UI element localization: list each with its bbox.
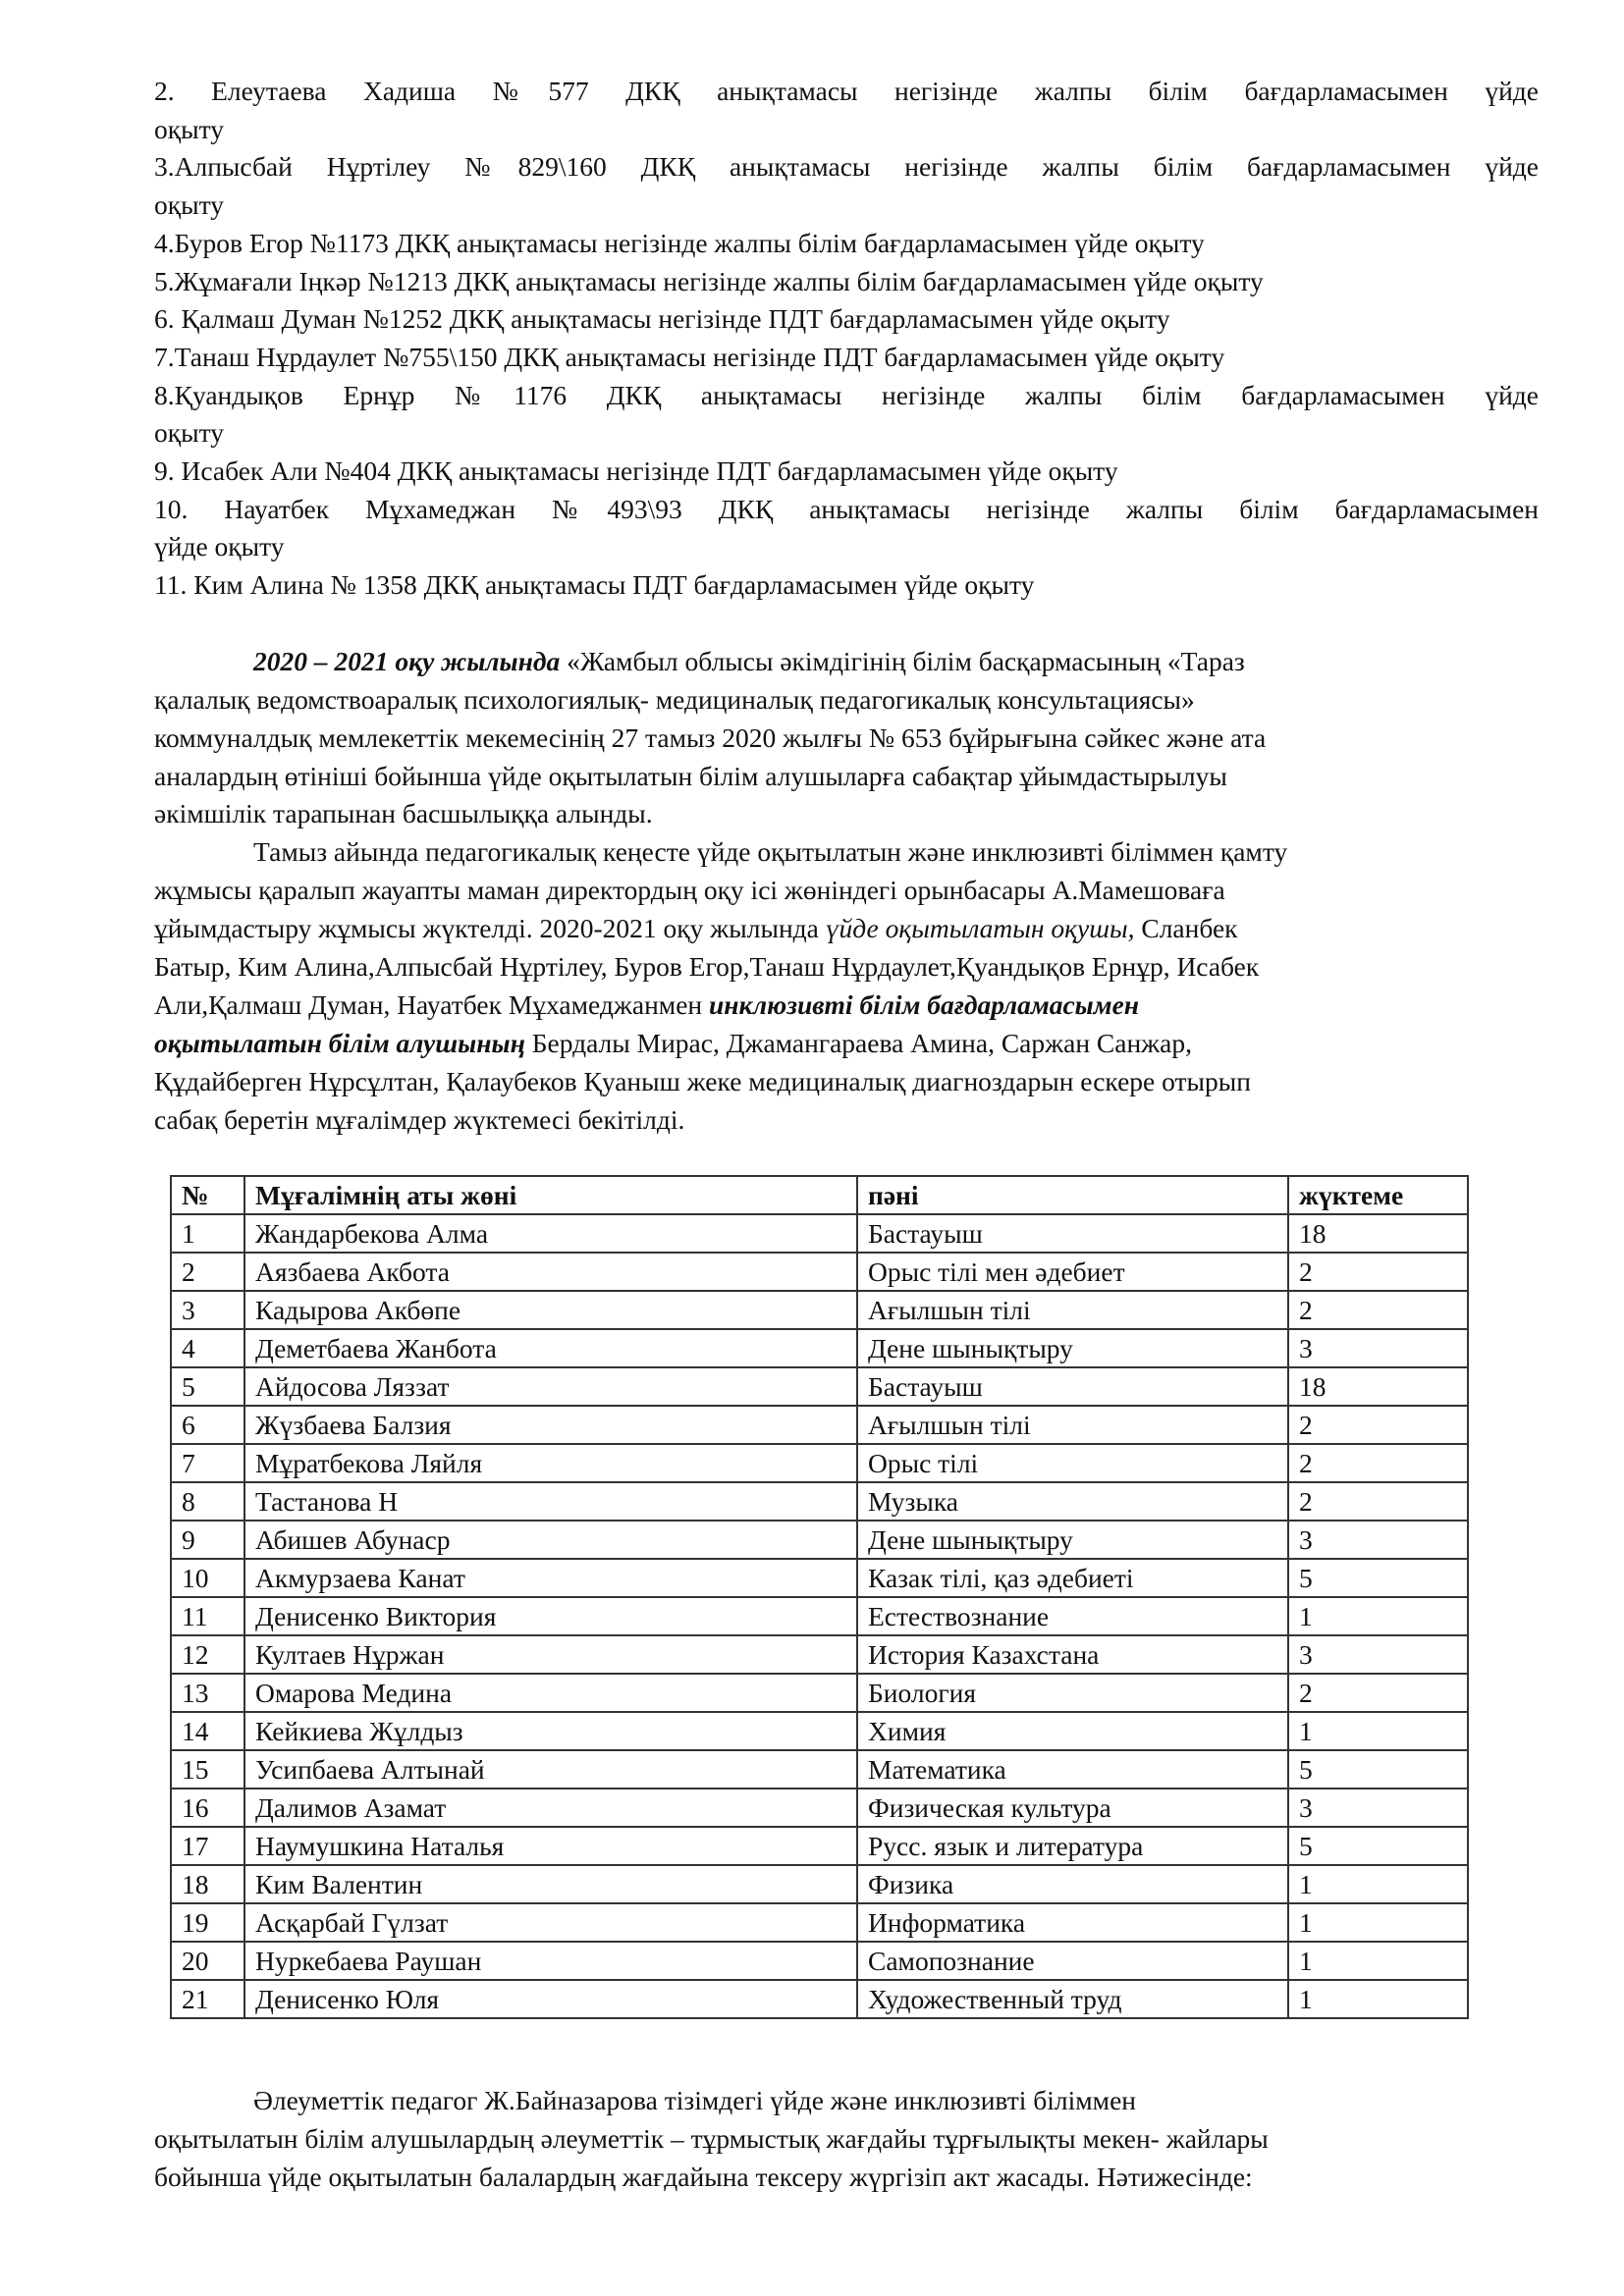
cell-subject: Бастауыш bbox=[857, 1367, 1288, 1406]
cell-load: 3 bbox=[1288, 1635, 1468, 1674]
cell-subject: Биология bbox=[857, 1674, 1288, 1712]
table-row bbox=[171, 1635, 1468, 1674]
header-teacher-name: Мұғалімнің аты жөні bbox=[244, 1176, 857, 1214]
cell-load: 2 bbox=[1288, 1406, 1468, 1444]
cell-teacher-name: Усипбаева Алтынай bbox=[244, 1750, 857, 1789]
school-year-heading: 2020 – 2021 оқу жылында bbox=[253, 645, 561, 676]
cell-subject: Русс. язык и литература bbox=[857, 1827, 1288, 1865]
cell-number: 6 bbox=[171, 1406, 244, 1444]
cell-subject: Казак тілі, қаз әдебиеті bbox=[857, 1559, 1288, 1597]
table-body bbox=[171, 1214, 1468, 2018]
cell-subject: Художественный труд bbox=[857, 1980, 1288, 2018]
cell-number: 15 bbox=[171, 1750, 244, 1789]
cell-number: 8 bbox=[171, 1482, 244, 1521]
table-row bbox=[171, 1367, 1468, 1406]
header-subject: пәні bbox=[857, 1176, 1288, 1214]
paragraph-pedagogical-council: Тамыз айында педагогикалық кеңесте үйде оқытылатын және инклюзивті біліммен қамту жұмысы қаралып жауапты маман директордың оқу ісі жөніндегі орынбасары А.Мамешоваға ұйымдастыру жұмысы жүктелді. 2020-2021 оқу жылында үйде оқытылатын оқушы, Сланбек Батыр, Ким Алина,Алпысбай Нұртілеу, Буров Егор,Танаш Нұрдаулет,Қуандықов Ернұр, Исабек Али,Қалмаш Думан, Науатбек Мұхамеджанмен инклюзивті білім бағдарламасымен оқытылатын білім алушының Бердалы Мирас, Джамангараева Амина, Саржан Санжар, Құдайберген Нұрсұлтан, Қалаубеков Қуаныш жеке медициналық диагноздарын ескере отырып сабақ беретін мұғалімдер жүктемесі бекітілді. bbox=[154, 836, 1288, 1135]
list-item: 2. Елеутаева Хадиша №577 ДКҚ анықтамасы негізінде жалпы білім бағдарламасымен үйде bbox=[154, 76, 1539, 106]
cell-load: 1 bbox=[1288, 1980, 1468, 2018]
cell-number: 21 bbox=[171, 1980, 244, 2018]
cell-number: 3 bbox=[171, 1291, 244, 1329]
cell-number: 5 bbox=[171, 1367, 244, 1406]
table-row bbox=[171, 1865, 1468, 1903]
table-row bbox=[171, 1329, 1468, 1367]
cell-load: 1 bbox=[1288, 1865, 1468, 1903]
table-header-row bbox=[171, 1176, 1468, 1214]
cell-teacher-name: Култаев Нұржан bbox=[244, 1635, 857, 1674]
cell-number: 13 bbox=[171, 1674, 244, 1712]
list-item: 6. Қалмаш Думан №1252 ДКҚ анықтамасы негізінде ПДТ бағдарламасымен үйде оқыту bbox=[154, 303, 1170, 335]
cell-teacher-name: Денисенко Виктория bbox=[244, 1597, 857, 1635]
cell-teacher-name: Кейкиева Жұлдыз bbox=[244, 1712, 857, 1750]
cell-number: 14 bbox=[171, 1712, 244, 1750]
cell-subject: Орыс тілі bbox=[857, 1444, 1288, 1482]
table-row bbox=[171, 1559, 1468, 1597]
cell-teacher-name: Тастанова Н bbox=[244, 1482, 857, 1521]
header-load: жүктеме bbox=[1288, 1176, 1468, 1214]
cell-load: 18 bbox=[1288, 1367, 1468, 1406]
cell-teacher-name: Далимов Азамат bbox=[244, 1789, 857, 1827]
cell-number: 9 bbox=[171, 1521, 244, 1559]
table-row bbox=[171, 1214, 1468, 1253]
cell-load: 1 bbox=[1288, 1597, 1468, 1635]
cell-subject: Естествознание bbox=[857, 1597, 1288, 1635]
cell-number: 19 bbox=[171, 1903, 244, 1942]
cell-teacher-name: Абишев Абунаср bbox=[244, 1521, 857, 1559]
document-page bbox=[154, 73, 1539, 1140]
cell-subject: Музыка bbox=[857, 1482, 1288, 1521]
bold-italic-phrase: инклюзивті білім бағдарламасымен bbox=[709, 989, 1140, 1020]
list-item-continuation: оқыту bbox=[154, 417, 224, 449]
table-row bbox=[171, 1980, 1468, 2018]
table-row bbox=[171, 1444, 1468, 1482]
cell-teacher-name: Жандарбекова Алма bbox=[244, 1214, 857, 1253]
table-row bbox=[171, 1712, 1468, 1750]
cell-subject: Дене шынықтыру bbox=[857, 1521, 1288, 1559]
italic-phrase: үйде оқытылатын оқушы, bbox=[825, 913, 1135, 944]
cell-teacher-name: Аязбаева Акбота bbox=[244, 1253, 857, 1291]
table-row bbox=[171, 1597, 1468, 1635]
cell-teacher-name: Ким Валентин bbox=[244, 1865, 857, 1903]
cell-teacher-name: Денисенко Юля bbox=[244, 1980, 857, 2018]
cell-teacher-name: Омарова Медина bbox=[244, 1674, 857, 1712]
table-row bbox=[171, 1750, 1468, 1789]
cell-teacher-name: Кадырова Акбөпе bbox=[244, 1291, 857, 1329]
list-item: 10. Науатбек Мұхамеджан №493\93 ДКҚ анықтамасы негізінде жалпы білім бағдарламасымен bbox=[154, 493, 1539, 524]
list-item: 8.Қуандықов Ернұр №1176 ДКҚ анықтамасы негізінде жалпы білім бағдарламасымен үйде bbox=[154, 379, 1539, 410]
cell-number: 17 bbox=[171, 1827, 244, 1865]
table-row bbox=[171, 1903, 1468, 1942]
home-schooling-list bbox=[154, 73, 1539, 605]
table-row bbox=[171, 1406, 1468, 1444]
cell-subject: Самопознание bbox=[857, 1942, 1288, 1980]
cell-load: 5 bbox=[1288, 1750, 1468, 1789]
table-row bbox=[171, 1674, 1468, 1712]
bold-italic-phrase: оқытылатын білім алушының bbox=[154, 1027, 525, 1058]
table-row bbox=[171, 1942, 1468, 1980]
teacher-load-table bbox=[170, 1175, 1469, 2019]
list-item-continuation: оқыту bbox=[154, 113, 224, 144]
cell-load: 2 bbox=[1288, 1444, 1468, 1482]
table-row bbox=[171, 1521, 1468, 1559]
cell-teacher-name: Деметбаева Жанбота bbox=[244, 1329, 857, 1367]
cell-teacher-name: Акмурзаева Канат bbox=[244, 1559, 857, 1597]
list-item-continuation: үйде оқыту bbox=[154, 531, 285, 562]
cell-number: 10 bbox=[171, 1559, 244, 1597]
cell-load: 1 bbox=[1288, 1712, 1468, 1750]
table-row bbox=[171, 1482, 1468, 1521]
cell-teacher-name: Мұратбекова Ляйля bbox=[244, 1444, 857, 1482]
paragraph-social-pedagogue: Әлеуметтік педагог Ж.Байназарова тізімдегі үйде және инклюзивті біліммен оқытылатын білім алушылардың әлеуметтік – тұрмыстық жағдайы тұрғылықты мекен- жайлары бойынша үйде оқытылатын балалардың жағдайына тексеру жүргізіп акт жасады. Нәтижесінде: bbox=[154, 2085, 1269, 2192]
cell-load: 3 bbox=[1288, 1521, 1468, 1559]
cell-subject: Физическая культура bbox=[857, 1789, 1288, 1827]
cell-load: 3 bbox=[1288, 1789, 1468, 1827]
cell-load: 2 bbox=[1288, 1674, 1468, 1712]
table-row bbox=[171, 1789, 1468, 1827]
cell-subject: Бастауыш bbox=[857, 1214, 1288, 1253]
cell-load: 2 bbox=[1288, 1253, 1468, 1291]
cell-subject: Математика bbox=[857, 1750, 1288, 1789]
cell-load: 1 bbox=[1288, 1942, 1468, 1980]
cell-teacher-name: Жүзбаева Балзия bbox=[244, 1406, 857, 1444]
cell-number: 16 bbox=[171, 1789, 244, 1827]
cell-subject: Информатика bbox=[857, 1903, 1288, 1942]
cell-number: 11 bbox=[171, 1597, 244, 1635]
cell-subject: Ағылшын тілі bbox=[857, 1291, 1288, 1329]
table-row bbox=[171, 1253, 1468, 1291]
list-item: 4.Буров Егор №1173 ДКҚ анықтамасы негізінде жалпы білім бағдарламасымен үйде оқыту bbox=[154, 227, 1205, 258]
cell-load: 2 bbox=[1288, 1291, 1468, 1329]
cell-subject: Химия bbox=[857, 1712, 1288, 1750]
cell-teacher-name: Нуркебаева Раушан bbox=[244, 1942, 857, 1980]
cell-load: 5 bbox=[1288, 1559, 1468, 1597]
cell-load: 5 bbox=[1288, 1827, 1468, 1865]
cell-number: 18 bbox=[171, 1865, 244, 1903]
header-number: № bbox=[171, 1176, 244, 1214]
list-item-continuation: оқыту bbox=[154, 189, 224, 221]
table-row bbox=[171, 1827, 1468, 1865]
cell-teacher-name: Наумушкина Наталья bbox=[244, 1827, 857, 1865]
cell-subject: Ағылшын тілі bbox=[857, 1406, 1288, 1444]
cell-teacher-name: Айдосова Ляззат bbox=[244, 1367, 857, 1406]
cell-subject: Дене шынықтыру bbox=[857, 1329, 1288, 1367]
list-item: 9. Исабек Али №404 ДКҚ анықтамасы негізінде ПДТ бағдарламасымен үйде оқыту bbox=[154, 455, 1118, 487]
cell-number: 12 bbox=[171, 1635, 244, 1674]
cell-load: 1 bbox=[1288, 1903, 1468, 1942]
list-item: 5.Жұмағали Іңкәр №1213 ДКҚ анықтамасы негізінде жалпы білім бағдарламасымен үйде оқыту bbox=[154, 265, 1264, 296]
paragraph-order-2020-2021: 2020 – 2021 оқу жылында «Жамбыл облысы әкімдігінің білім басқармасының «Тараз қалалық ведомствоаралық психологиялық- медициналық педагогикалық консультациясы» коммуналдық мемлекеттік мекемесінің 27 тамыз 2020 жылғы № 653 бұйрығына сәйкес және ата аналардың өтініші бойынша үйде оқытылатын білім алушыларға сабақтар ұйымдастырылуы әкімшілік тарапынан басшылыққа алынды. bbox=[154, 645, 1267, 829]
list-item: 7.Танаш Нұрдаулет №755\150 ДКҚ анықтамасы негізінде ПДТ бағдарламасымен үйде оқыту bbox=[154, 341, 1225, 372]
cell-number: 1 bbox=[171, 1214, 244, 1253]
cell-number: 2 bbox=[171, 1253, 244, 1291]
cell-number: 20 bbox=[171, 1942, 244, 1980]
cell-subject: Физика bbox=[857, 1865, 1288, 1903]
cell-number: 4 bbox=[171, 1329, 244, 1367]
cell-teacher-name: Асқарбай Гүлзат bbox=[244, 1903, 857, 1942]
cell-number: 7 bbox=[171, 1444, 244, 1482]
list-item: 11. Ким Алина № 1358 ДКҚ анықтамасы ПДТ бағдарламасымен үйде оқыту bbox=[154, 569, 1035, 601]
list-item: 3.Алпысбай Нұртілеу №829\160 ДКҚ анықтамасы негізінде жалпы білім бағдарламасымен үйде bbox=[154, 151, 1539, 183]
cell-load: 2 bbox=[1288, 1482, 1468, 1521]
cell-subject: История Казахстана bbox=[857, 1635, 1288, 1674]
cell-subject: Орыс тілі мен әдебиет bbox=[857, 1253, 1288, 1291]
cell-load: 18 bbox=[1288, 1214, 1468, 1253]
table-row bbox=[171, 1291, 1468, 1329]
cell-load: 3 bbox=[1288, 1329, 1468, 1367]
